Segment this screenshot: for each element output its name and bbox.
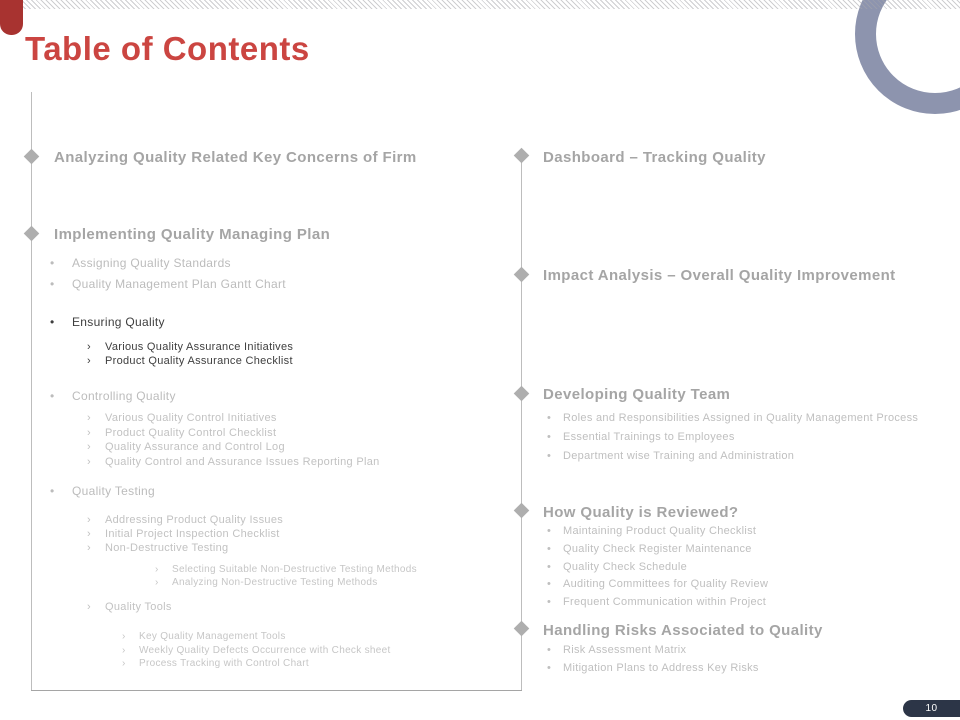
toc-item-label: Controlling Quality xyxy=(72,389,176,403)
toc-item-active xyxy=(50,316,165,329)
toc-item-label: Process Tracking with Control Chart xyxy=(139,658,310,669)
diamond-bullet-icon xyxy=(514,148,530,164)
toc-item-label: Non-Destructive Testing xyxy=(105,542,229,554)
bullet-dot-icon: • xyxy=(547,561,552,573)
toc-item xyxy=(547,431,735,444)
page-title: Table of Contents xyxy=(25,30,310,67)
bullet-chevron-icon: › xyxy=(155,564,159,575)
toc-item-label: Quality Management Plan Gantt Chart xyxy=(72,277,286,291)
toc-item-label: Ensuring Quality xyxy=(72,315,165,329)
bullet-chevron-icon: › xyxy=(87,514,91,526)
bullet-dot-icon: • xyxy=(547,543,552,555)
toc-item-label: Risk Assessment Matrix xyxy=(563,644,687,656)
toc-subitem xyxy=(87,601,172,614)
toc-item-label: Various Quality Assurance Initiatives xyxy=(105,341,294,353)
toc-section-title: Analyzing Quality Related Key Concerns of Firm xyxy=(54,149,417,166)
toc-item-label: Quality Control and Assurance Issues Reporting Plan xyxy=(105,456,380,468)
toc-subitem xyxy=(87,412,277,425)
bullet-dot-icon: • xyxy=(50,277,55,291)
toc-item-label: Roles and Responsibilities Assigned in Quality Management Process xyxy=(563,412,919,424)
toc-item-label: Product Quality Assurance Checklist xyxy=(105,355,293,367)
toc-subitem xyxy=(87,456,380,469)
toc-section-title: Impact Analysis – Overall Quality Improvement xyxy=(543,267,896,284)
bullet-dot-icon: • xyxy=(547,578,552,590)
toc-item-label: Addressing Product Quality Issues xyxy=(105,514,284,526)
toc-item xyxy=(50,485,155,498)
toc-item-label: Quality Tools xyxy=(105,601,172,613)
bullet-dot-icon: • xyxy=(547,596,552,608)
toc-item xyxy=(547,644,686,657)
toc-item-label: Essential Trainings to Employees xyxy=(563,431,735,443)
bullet-dot-icon: • xyxy=(547,450,552,462)
top-hatch-band xyxy=(0,0,960,9)
toc-item-label: Selecting Suitable Non-Destructive Testing Methods xyxy=(172,564,417,575)
toc-item xyxy=(547,412,918,425)
toc-item-label: Auditing Committees for Quality Review xyxy=(563,578,769,590)
toc-item-label: Maintaining Product Quality Checklist xyxy=(563,525,757,537)
toc-item-label: Initial Project Inspection Checklist xyxy=(105,528,280,540)
toc-item xyxy=(547,596,766,609)
bullet-dot-icon: • xyxy=(547,644,552,656)
toc-item xyxy=(547,578,768,591)
toc-subsubitem xyxy=(155,576,378,589)
toc-item xyxy=(50,278,286,291)
toc-item-label: Quality Check Register Maintenance xyxy=(563,543,752,555)
bullet-dot-icon: • xyxy=(50,256,55,270)
bullet-chevron-icon: › xyxy=(87,542,91,554)
toc-subsubitem xyxy=(122,630,286,643)
toc-item xyxy=(547,561,687,574)
diamond-bullet-icon xyxy=(24,226,40,242)
toc-subsubitem xyxy=(122,644,391,657)
bullet-chevron-icon: › xyxy=(87,441,91,453)
toc-section-title: Dashboard – Tracking Quality xyxy=(543,149,766,166)
bullet-dot-icon: • xyxy=(547,412,552,424)
connector-line-right xyxy=(521,156,522,690)
toc-item-label: Department wise Training and Administration xyxy=(563,450,795,462)
toc-item xyxy=(547,662,759,675)
bullet-chevron-icon: › xyxy=(87,528,91,540)
toc-section-title: How Quality is Reviewed? xyxy=(543,504,739,521)
toc-item-label: Frequent Communication within Project xyxy=(563,596,767,608)
toc-subitem xyxy=(87,514,283,527)
toc-item-label: Product Quality Control Checklist xyxy=(105,427,277,439)
toc-item-label: Analyzing Non-Destructive Testing Methods xyxy=(172,577,378,588)
bullet-chevron-icon: › xyxy=(122,631,126,642)
bullet-dot-icon: • xyxy=(50,389,55,403)
bullet-dot-icon: • xyxy=(547,662,552,674)
toc-section-title: Handling Risks Associated to Quality xyxy=(543,622,823,639)
diamond-bullet-icon xyxy=(514,386,530,402)
toc-item xyxy=(547,450,794,463)
toc-item-label: Key Quality Management Tools xyxy=(139,631,286,642)
accent-bar xyxy=(0,0,23,35)
bullet-chevron-icon: › xyxy=(87,601,91,613)
bullet-dot-icon: • xyxy=(547,525,552,537)
toc-item xyxy=(547,543,752,556)
diamond-bullet-icon xyxy=(514,267,530,283)
bullet-chevron-icon: › xyxy=(87,456,91,468)
bullet-chevron-icon: › xyxy=(122,658,126,669)
bullet-dot-icon: • xyxy=(50,315,55,329)
bullet-dot-icon: • xyxy=(50,484,55,498)
toc-item-label: Quality Check Schedule xyxy=(563,561,687,573)
toc-section-title: Developing Quality Team xyxy=(543,386,731,403)
toc-subitem xyxy=(87,427,276,440)
decorative-ring-icon xyxy=(855,0,960,114)
toc-item-label: Quality Assurance and Control Log xyxy=(105,441,285,453)
bullet-chevron-icon: › xyxy=(155,577,159,588)
diamond-bullet-icon xyxy=(24,149,40,165)
toc-subitem-active xyxy=(87,355,293,368)
bullet-chevron-icon: › xyxy=(87,427,91,439)
bullet-chevron-icon: › xyxy=(87,355,91,367)
page-number-badge: 10 xyxy=(903,700,960,717)
toc-section-title: Implementing Quality Managing Plan xyxy=(54,226,331,243)
toc-subsubitem xyxy=(155,563,417,576)
toc-subitem xyxy=(87,528,280,541)
toc-subitem-active xyxy=(87,341,293,354)
diamond-bullet-icon xyxy=(514,503,530,519)
connector-line-bottom xyxy=(31,690,522,691)
toc-subitem xyxy=(87,441,285,454)
toc-item-label: Quality Testing xyxy=(72,484,155,498)
toc-subsubitem xyxy=(122,657,309,670)
toc-subitem xyxy=(87,542,228,555)
toc-item xyxy=(50,390,176,403)
bullet-chevron-icon: › xyxy=(87,341,91,353)
bullet-chevron-icon: › xyxy=(87,412,91,424)
toc-item xyxy=(50,257,231,270)
connector-line-left xyxy=(31,92,32,690)
toc-item-label: Assigning Quality Standards xyxy=(72,256,231,270)
toc-item-label: Mitigation Plans to Address Key Risks xyxy=(563,662,759,674)
toc-item xyxy=(547,525,756,538)
diamond-bullet-icon xyxy=(514,621,530,637)
bullet-dot-icon: • xyxy=(547,431,552,443)
toc-item-label: Weekly Quality Defects Occurrence with Check sheet xyxy=(139,645,391,656)
bullet-chevron-icon: › xyxy=(122,645,126,656)
toc-item-label: Various Quality Control Initiatives xyxy=(105,412,277,424)
